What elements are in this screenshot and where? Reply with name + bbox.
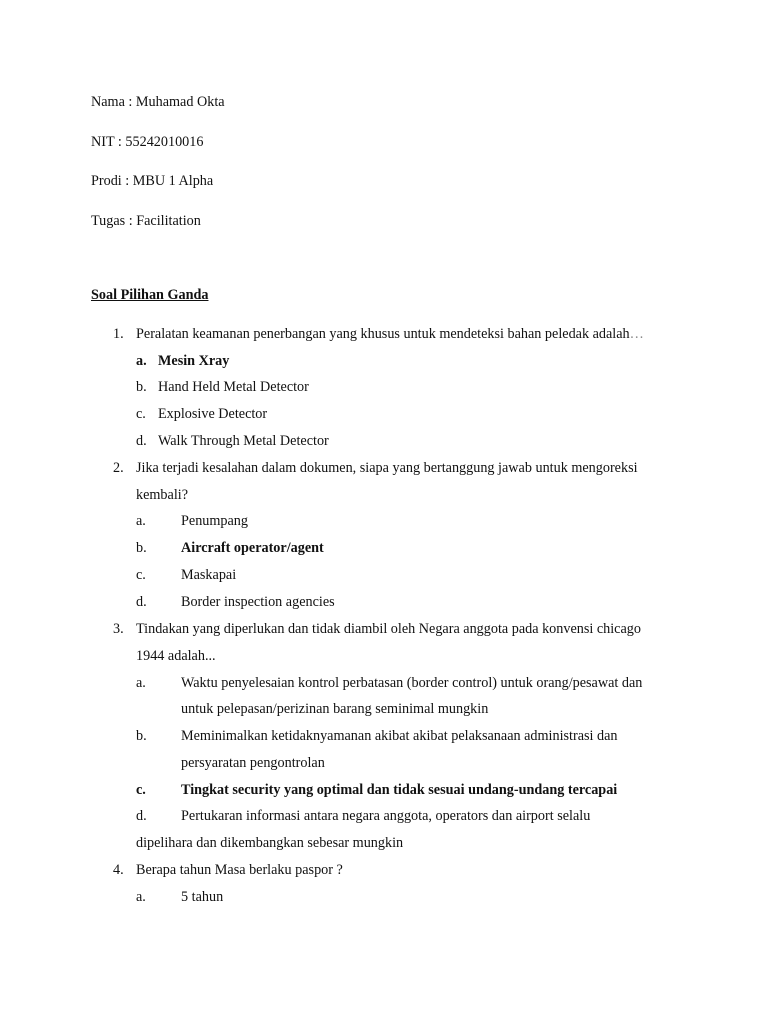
question-4-text: Berapa tahun Masa berlaku paspor ? [136, 862, 343, 878]
q3-option-b-letter: b. [136, 728, 147, 744]
assignment-title: Tugas : Facilitation [91, 213, 201, 229]
q3-option-d-letter: d. [136, 808, 147, 824]
q1-option-c-text: Explosive Detector [158, 406, 268, 422]
section-title: Soal Pilihan Ganda [91, 287, 209, 303]
question-1-text-body: Peralatan keamanan penerbangan yang khusus untuk mendeteksi bahan peledak adalah [136, 326, 630, 342]
q3-option-d-line2: dipelihara dan dikembangkan sebesar mungkin [136, 835, 404, 851]
question-3-text-line2: 1944 adalah... [136, 648, 216, 664]
student-nit: NIT : 55242010016 [91, 134, 204, 150]
q4-option-a-letter: a. [136, 889, 146, 905]
q1-option-a-text: Mesin Xray [158, 353, 230, 369]
q2-option-b-text: Aircraft operator/agent [181, 540, 324, 556]
question-1-ellipsis: … [629, 326, 644, 342]
q1-option-c-letter: c. [136, 406, 146, 422]
q2-option-b-letter: b. [136, 540, 147, 556]
q1-option-a-letter: a. [136, 353, 147, 369]
q2-option-a-text: Penumpang [181, 513, 248, 529]
question-2-number: 2. [113, 460, 124, 476]
question-2-text-line1: Jika terjadi kesalahan dalam dokumen, siapa yang bertanggung jawab untuk mengoreksi [136, 460, 638, 476]
q3-option-b-line2: persyaratan pengontrolan [181, 755, 325, 771]
q3-option-c-line1: Tingkat security yang optimal dan tidak sesuai undang-undang tercapai [181, 782, 618, 798]
q1-option-d-text: Walk Through Metal Detector [158, 433, 329, 449]
q4-option-a-text: 5 tahun [181, 889, 224, 905]
student-prodi: Prodi : MBU 1 Alpha [91, 173, 214, 189]
question-3-text-line1: Tindakan yang diperlukan dan tidak diambil oleh Negara anggota pada konvensi chicago [136, 621, 641, 637]
q1-option-d-letter: d. [136, 433, 147, 449]
q3-option-d-line1: Pertukaran informasi antara negara anggota, operators dan airport selalu [181, 808, 591, 824]
q2-option-d-letter: d. [136, 594, 147, 610]
question-2-text-line2: kembali? [136, 487, 188, 503]
q3-option-b-line1: Meminimalkan ketidaknyamanan akibat akibat pelaksanaan administrasi dan [181, 728, 618, 744]
q2-option-c-letter: c. [136, 567, 146, 583]
question-4-number: 4. [113, 862, 124, 878]
q3-option-a-line2: untuk pelepasan/perizinan barang seminimal mungkin [181, 701, 489, 717]
question-1-number: 1. [113, 326, 124, 342]
q1-option-b-text: Hand Held Metal Detector [158, 379, 309, 395]
q3-option-c-letter: c. [136, 782, 146, 798]
q2-option-c-text: Maskapai [181, 567, 237, 583]
q3-option-a-line1: Waktu penyelesaian kontrol perbatasan (border control) untuk orang/pesawat dan [181, 675, 643, 691]
question-3-number: 3. [113, 621, 124, 637]
q2-option-a-letter: a. [136, 513, 146, 529]
q1-option-b-letter: b. [136, 379, 147, 395]
q3-option-a-letter: a. [136, 675, 146, 691]
question-1-text [136, 325, 644, 343]
q2-option-d-text: Border inspection agencies [181, 594, 335, 610]
student-name: Nama : Muhamad Okta [91, 94, 225, 110]
